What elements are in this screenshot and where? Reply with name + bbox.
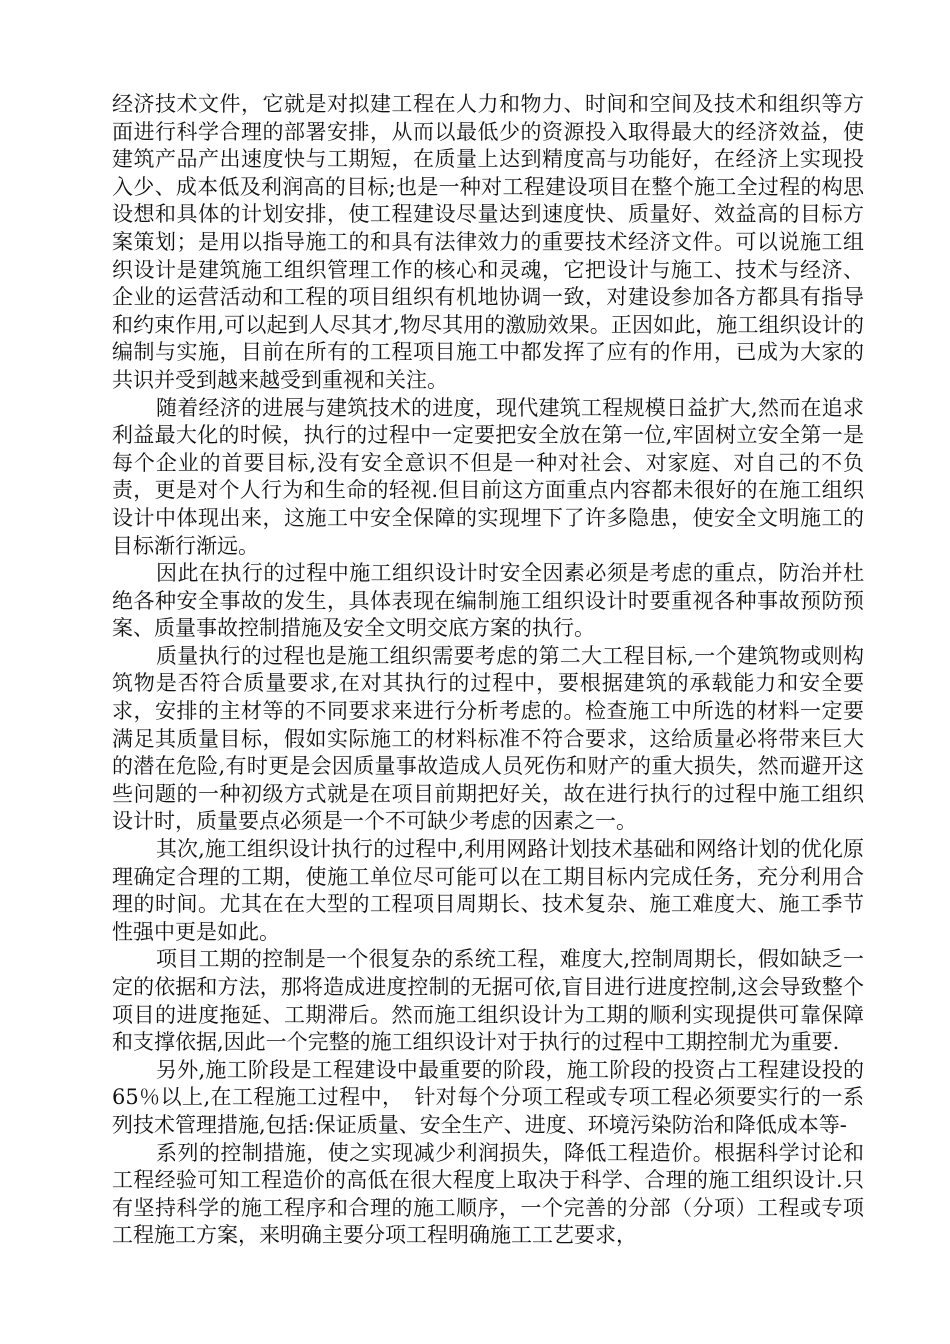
paragraph-1: 经济技术文件，它就是对拟建工程在人力和物力、时间和空间及技术和组织等方面进行科学合理的部署安排，从而以最低少的资源投入取得最大的经济效益，使建筑产品产出速度快与工期短，在质量上达到精度高与功能好，在经济上实现投入少、成本低及利润高的目标;也是一种对工程建设项目在整个施工全过程的构思设想和具体的计划安排，使工程建设尽量达到速度快、质量好、效益高的目标方案策划；是用以指导施工的和具有法律效力的重要技术经济文件。可以说施工组织设计是建筑施工组织管理工作的核心和灵魂，它把设计与施工、技术与经济、企业的运营活动和工程的项目组织有机地协调一致，对建设参加各方都具有指导和约束作用,可以起到人尽其才,物尽其用的激励效果。正因如此，施工组织设计的编制与实施，目前在所有的工程项目施工中都发挥了应有的作用，已成为大家的共识并受到越来越受到重视和关注。 [112,92,864,392]
paragraph-6: 项目工期的控制是一个很复杂的系统工程，难度大,控制周期长，假如缺乏一定的依据和方法，那将造成进度控制的无据可依,盲目进行进度控制,这会导致整个项目的进度拖延、工期滞后。然而施工组织设计为工期的顺利实现提供可靠保障和支撑依据,因此一个完整的施工组织设计对于执行的过程中工期控制尤为重要. [112,947,864,1055]
body-text [112,91,864,1250]
paragraph-3: 因此在执行的过程中施工组织设计时安全因素必须是考虑的重点，防治并杜绝各种安全事故的发生，具体表现在编制施工组织设计时要重视各种事故预防预案、质量事故控制措施及安全文明交底方案的执行。 [112,561,864,641]
paragraph-4: 质量执行的过程也是施工组织需要考虑的第二大工程目标,一个建筑物或则构筑物是否符合质量要求,在对其执行的过程中，要根据建筑的承载能力和安全要求，安排的主材等的不同要求来进行分析考虑的。检查施工中所选的材料一定要满足其质量目标，假如实际施工的材料标准不符合要求，这给质量必将带来巨大的潜在危险,有时更是会因质量事故造成人员死伤和财产的重大损失，然而避开这些问题的一种初级方式就是在项目前期把好关，故在进行执行的过程中施工组织设计时，质量要点必须是一个不可缺少考虑的因素之一。 [112,643,864,834]
paragraph-7: 另外,施工阶段是工程建设中最重要的阶段，施工阶段的投资占工程建设投的65％以上,在工程施工过程中， 针对每个分项工程或专项工程必须要实行的一系列技术管理措施,包括:保证质量、安全生产、进度、环境污染防治和降低成本等- [112,1057,864,1137]
paragraph-2: 随着经济的进展与建筑技术的进度，现代建筑工程规模日益扩大,然而在追求利益最大化的时候，执行的过程中一定要把安全放在第一位,牢固树立安全第一是每个企业的首要目标,没有安全意识不但是一种对社会、对家庭、对自己的不负责，更是对个人行为和生命的轻视.但目前这方面重点内容都未很好的在施工组织设计中体现出来，这施工中安全保障的实现埋下了许多隐患，使安全文明施工的目标渐行渐远。 [112,395,864,558]
paragraph-5: 其次,施工组织设计执行的过程中,利用网路计划技术基础和网络计划的优化原理确定合理的工期，使施工单位尽可能可以在工期目标内完成任务，充分利用合理的时间。尤其在在大型的工程项目周期长、技术复杂、施工难度大、施工季节性强中更是如此。 [112,837,864,944]
paragraph-8: 系列的控制措施，使之实现减少利润损失，降低工程造价。根据科学讨论和工程经验可知工程造价的高低在很大程度上取决于科学、合理的施工组织设计.只有坚持科学的施工程序和合理的施工顺序，一个完善的分部（分项）工程或专项工程施工方案，来明确主要分项工程明确施工工艺要求， [112,1140,864,1248]
